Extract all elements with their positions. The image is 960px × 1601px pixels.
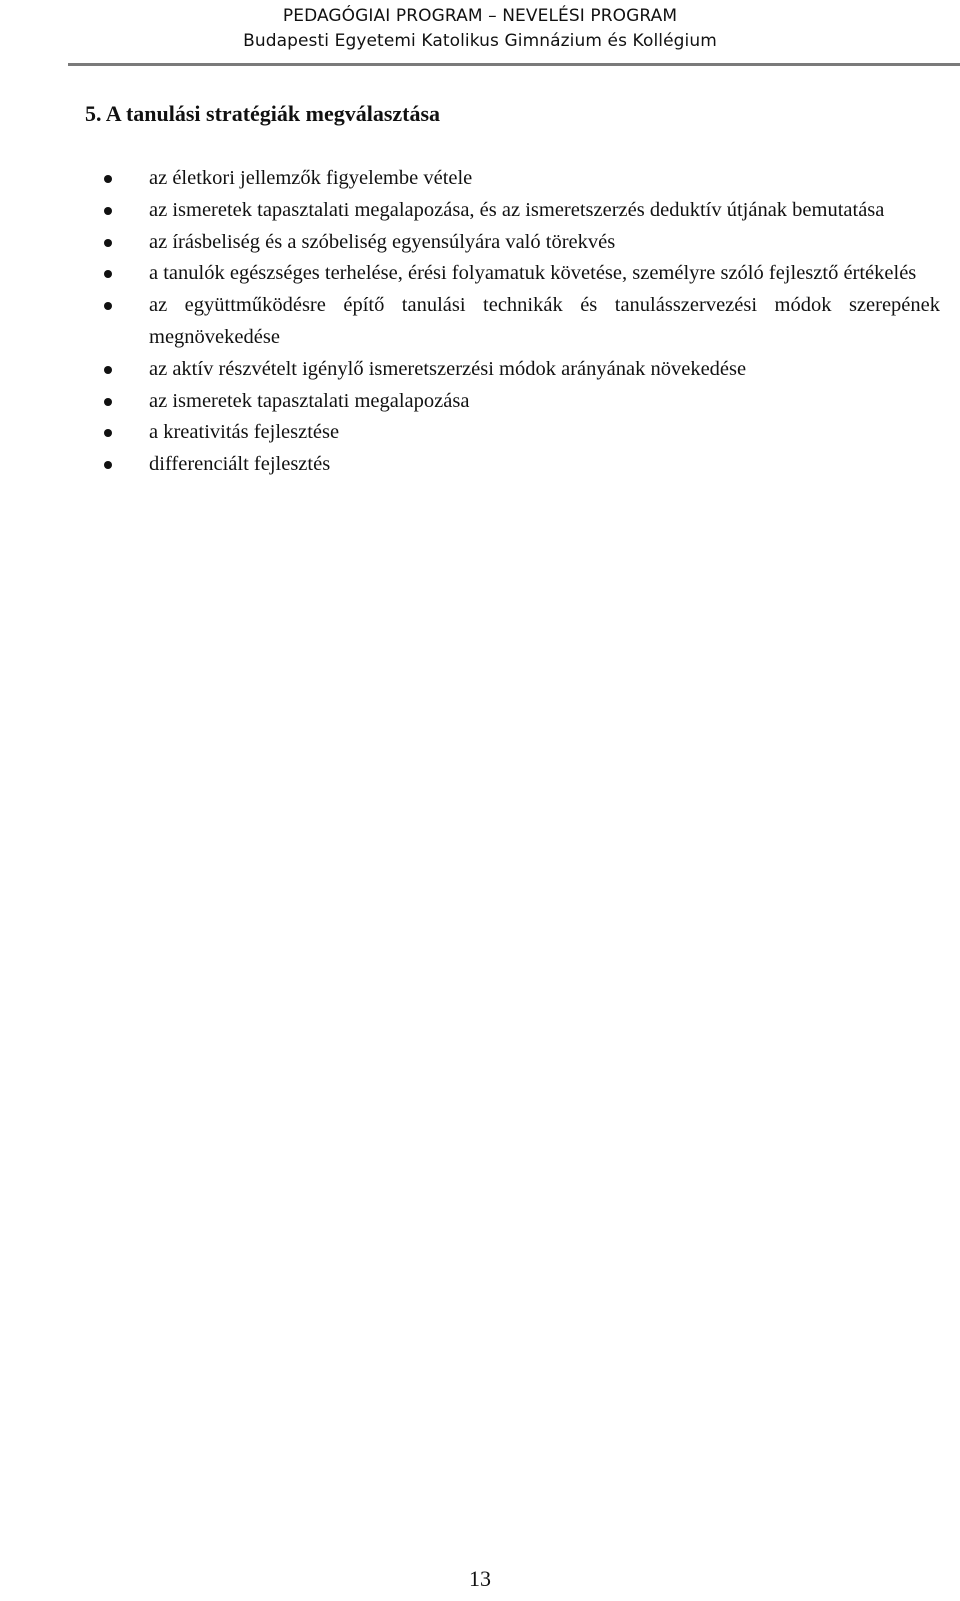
list-item-text: az aktív részvételt igénylő ismeretszerzési módok arányának növekedése xyxy=(149,357,747,380)
list-item-text: a tanulók egészséges terhelése, érési folyamatuk követése, személyre szóló fejlesztő értékelés xyxy=(149,262,917,285)
list-item xyxy=(0,290,960,354)
list-item-text: az életkori jellemzők figyelembe vétele xyxy=(149,167,473,189)
list-item xyxy=(0,227,960,259)
list-item-text: az ismeretek tapasztalati megalapozása, és az ismeretszerzés deduktív útjának bemutatása xyxy=(149,198,885,221)
list-item xyxy=(0,417,960,449)
bullet-icon xyxy=(104,239,112,247)
bullet-icon xyxy=(104,461,112,469)
bullet-icon xyxy=(104,175,112,183)
bullet-icon xyxy=(104,302,112,310)
list-item xyxy=(0,354,960,386)
bullet-icon xyxy=(104,429,112,437)
header-school-name: Budapesti Egyetemi Katolikus Gimnázium és Kollégium xyxy=(243,31,717,51)
header-divider xyxy=(68,63,960,66)
bullet-icon xyxy=(104,270,112,278)
bullet-icon xyxy=(104,398,112,406)
list-item-text: differenciált fejlesztés xyxy=(149,453,331,476)
list-item-text: az együttműködésre építő tanulási technikák és tanulásszervezési módok szerepének megnövekedése xyxy=(149,294,940,348)
list-item xyxy=(0,195,960,227)
list-item-text: a kreativitás fejlesztése xyxy=(149,421,340,444)
bullet-icon xyxy=(104,207,112,215)
list-item xyxy=(0,386,960,418)
bullet-icon xyxy=(104,366,112,374)
list-item xyxy=(0,258,960,290)
header-program-title: PEDAGÓGIAI PROGRAM – NEVELÉSI PROGRAM xyxy=(282,6,678,26)
strategy-list xyxy=(0,163,960,481)
list-item xyxy=(0,163,960,195)
page-number: 13 xyxy=(469,1566,491,1591)
list-item-text: az írásbeliség és a szóbeliség egyensúlyára való törekvés xyxy=(149,230,616,253)
page-header xyxy=(0,4,960,54)
list-item-text: az ismeretek tapasztalati megalapozása xyxy=(149,389,470,412)
list-item xyxy=(0,449,960,481)
section-title: 5. A tanulási stratégiák megválasztása xyxy=(85,101,441,126)
